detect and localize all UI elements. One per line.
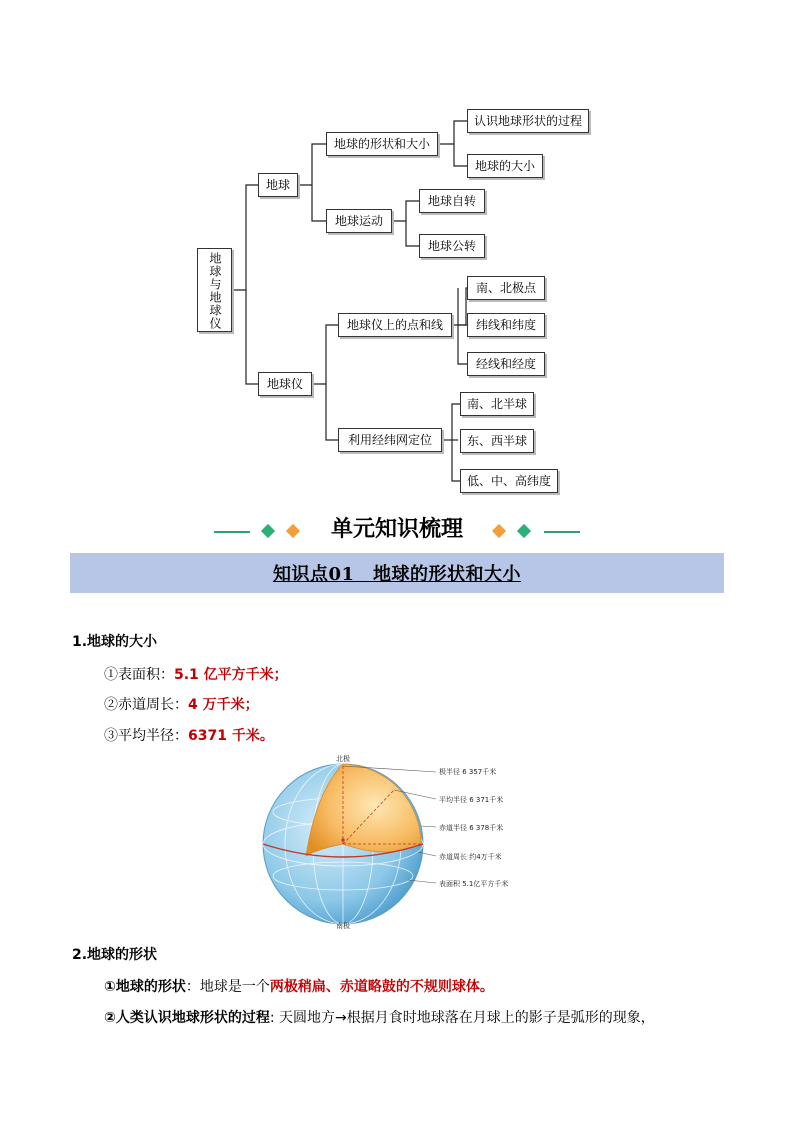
radius-line bbox=[104, 725, 274, 745]
mindmap-node-earth-size bbox=[467, 154, 543, 178]
mindmap-node-learn-process bbox=[467, 109, 589, 133]
equator-line bbox=[104, 694, 259, 714]
south-pole-label: 南极 bbox=[336, 922, 350, 930]
mindmap-node-revolution-label: 地球公转 bbox=[427, 239, 476, 253]
mindmap-node-poles bbox=[467, 276, 545, 300]
mindmap-node-shape-size-label: 地球的形状和大小 bbox=[333, 137, 430, 151]
shape-item-1-value: 两极稍扁、赤道略鼓的不规则球体。 bbox=[269, 979, 494, 995]
shape-item-1-label: ①地球的形状 bbox=[104, 979, 186, 995]
radius-value: 6371 千米。 bbox=[188, 728, 274, 744]
shape-item-1-colon: ：地球是一个 bbox=[185, 979, 270, 995]
section-divider-right bbox=[544, 531, 580, 533]
surface-area-label: 表面积 5.1亿平方千米 bbox=[439, 880, 509, 888]
globe-figure bbox=[258, 752, 548, 930]
size-heading: 1.地球的大小 bbox=[72, 634, 158, 650]
mindmap-node-points-lines-label: 地球仪上的点和线 bbox=[346, 318, 443, 332]
mindmap-node-locate-label: 利用经纬网定位 bbox=[347, 433, 432, 447]
mindmap-node-ns-hemisphere-label: 南、北半球 bbox=[466, 397, 527, 411]
shape-item-2 bbox=[104, 1007, 655, 1027]
area-value: 5.1 亿平方千米； bbox=[174, 667, 288, 683]
shape-item-2-label: ②人类认识地球形状的过程 bbox=[104, 1010, 270, 1026]
mindmap-node-shape-size bbox=[326, 132, 438, 156]
area-line bbox=[104, 664, 288, 684]
mindmap-node-meridians-label: 经线和经度 bbox=[475, 357, 536, 371]
equator-value: 4 万千米； bbox=[188, 697, 259, 713]
mindmap-node-points-lines bbox=[338, 313, 452, 337]
shape-item-2-text: : 天圆地方→根据月食时地球落在月球上的影子是弧形的现象， bbox=[269, 1010, 655, 1026]
mindmap-node-ns-hemisphere bbox=[460, 392, 534, 416]
mindmap-node-rotation-label: 地球自转 bbox=[427, 194, 476, 208]
mindmap-node-earth-size-label: 地球的大小 bbox=[474, 159, 535, 173]
mindmap-node-earth bbox=[258, 173, 298, 197]
mindmap-node-poles-label: 南、北极点 bbox=[475, 281, 536, 295]
mindmap-node-earth-label: 地球 bbox=[265, 178, 290, 192]
mindmap-node-latitudes bbox=[460, 469, 558, 493]
equator-radius-label: 赤道半径 6 378千米 bbox=[439, 824, 504, 832]
mindmap-node-meridians bbox=[467, 352, 545, 376]
mindmap-root bbox=[197, 248, 232, 332]
shape-heading: 2.地球的形状 bbox=[72, 947, 158, 963]
mindmap-node-locate bbox=[338, 428, 442, 452]
mindmap-node-rotation bbox=[419, 189, 485, 213]
mindmap-node-ew-hemisphere-label: 东、西半球 bbox=[466, 434, 527, 448]
mindmap-node-parallels-label: 纬线和纬度 bbox=[475, 318, 536, 332]
knowledge-point-banner bbox=[70, 553, 724, 593]
shape-item-1 bbox=[104, 976, 494, 996]
north-pole-label: 北极 bbox=[336, 755, 350, 763]
radius-label: ③平均半径： bbox=[104, 728, 188, 744]
mindmap-connectors bbox=[0, 0, 794, 500]
knowledge-point-title: 知识点01 地球的形状和大小 bbox=[272, 564, 522, 585]
mindmap-node-ew-hemisphere bbox=[460, 429, 534, 453]
mindmap-node-motion bbox=[326, 209, 392, 233]
mean-radius-label: 平均半径 6 371千米 bbox=[439, 796, 504, 804]
mindmap-node-learn-process-label: 认识地球形状的过程 bbox=[473, 114, 582, 128]
mindmap-node-motion-label: 地球运动 bbox=[334, 214, 383, 228]
mindmap-node-revolution bbox=[419, 234, 485, 258]
mindmap-node-latitudes-label: 低、中、高纬度 bbox=[466, 474, 551, 488]
area-label: ①表面积： bbox=[104, 667, 174, 683]
section-title: 单元知识梳理 bbox=[330, 517, 463, 542]
mindmap-root-label: 地球与地球仪 bbox=[208, 252, 222, 330]
mindmap-node-parallels bbox=[467, 313, 545, 337]
equator-label: ②赤道周长： bbox=[104, 697, 188, 713]
mindmap-node-globe bbox=[258, 372, 312, 396]
polar-radius-label: 极半径 6 357千米 bbox=[439, 768, 497, 776]
equator-circumference-label: 赤道周长 约4万千米 bbox=[439, 853, 502, 861]
mindmap-node-globe-label: 地球仪 bbox=[266, 377, 303, 391]
